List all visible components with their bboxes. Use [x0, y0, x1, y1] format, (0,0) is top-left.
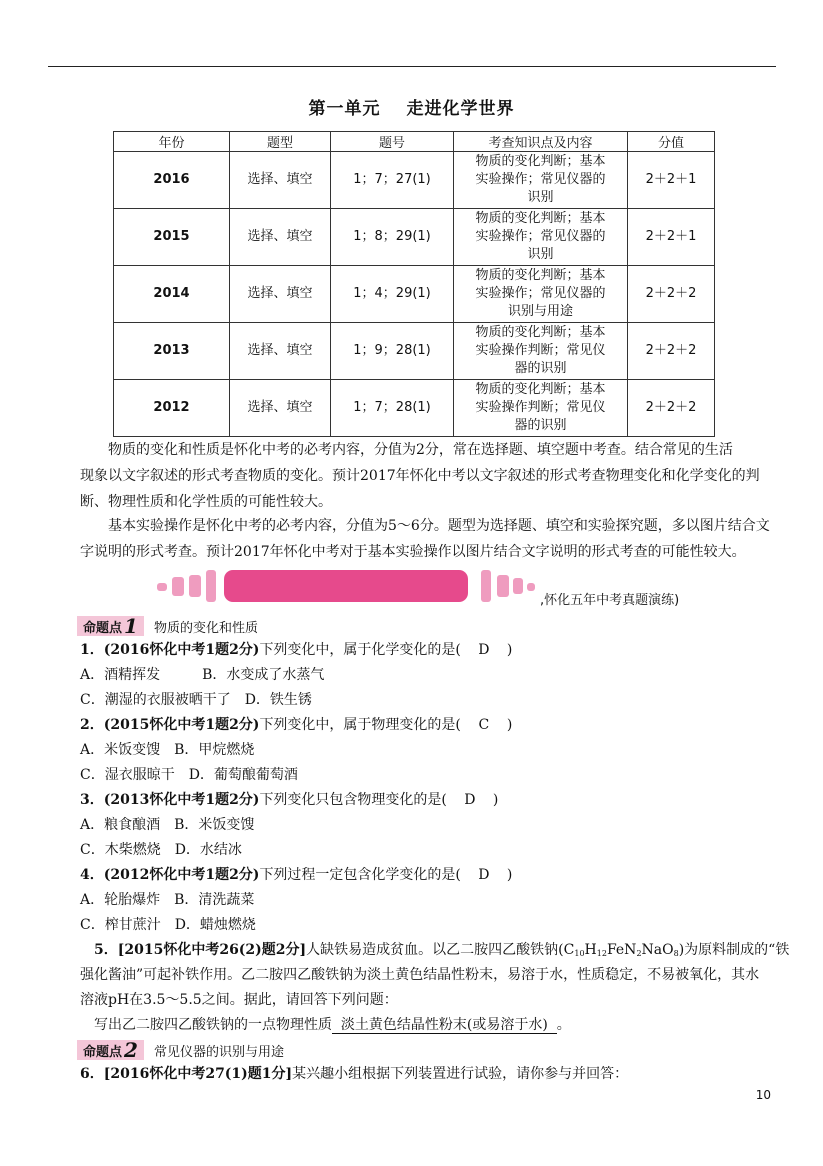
paragraph-line: 物质的变化和性质是怀化中考的必考内容，分值为2分，常在选择题、填空题中考查。结合常见的生活 [108, 442, 733, 458]
answer: D [478, 642, 490, 658]
cell-numbers: 1；7；28(1) [331, 380, 454, 437]
content-line: 器的识别 [514, 361, 567, 376]
cell-content [454, 209, 628, 266]
content-line: 实验操作；常见仪器的 [475, 286, 606, 301]
badge-number: 2 [124, 1038, 138, 1062]
question-stem: 下列变化只包含物理变化的是( [259, 792, 447, 808]
question-text-line: 溶液pH在3.5～5.5之间。据此，请回答下列问题： [80, 992, 398, 1008]
unit-label: 第一单元 [308, 99, 381, 119]
content-line: 实验操作判断；常见仪 [475, 343, 606, 358]
point-topic: 常见仪器的识别与用途 [153, 1044, 284, 1060]
cell-year: 2016 [114, 152, 230, 209]
content-line: 器的识别 [514, 418, 567, 433]
question-stem: 某兴趣小组根据下列装置进行试验，请你参与并回答： [292, 1066, 629, 1082]
cell-type: 选择、填空 [230, 380, 331, 437]
content-line: 物质的变化判断；基本 [475, 154, 606, 169]
point-topic: 物质的变化和性质 [153, 620, 258, 636]
table-row [114, 266, 715, 323]
paragraph-line: 基本实验操作是怀化中考的必考内容，分值为5～6分。题型为选择题、填空和实验探究题，多以图片结合文 [108, 518, 770, 534]
header-score: 分值 [628, 132, 715, 152]
exam-table [113, 131, 715, 437]
content-line: 实验操作；常见仪器的 [475, 172, 606, 187]
cell-content [454, 266, 628, 323]
banner-square [172, 577, 184, 596]
unit-name: 走进化学世界 [406, 99, 515, 119]
question-head: 4．(2012怀化中考1题2分) [80, 867, 260, 883]
cell-type: 选择、填空 [230, 152, 331, 209]
point-badge-1 [77, 616, 258, 636]
banner-square [497, 575, 509, 597]
content-line: 识别 [527, 247, 554, 262]
header-year: 年份 [114, 132, 230, 152]
cell-numbers: 1；7；27(1) [331, 152, 454, 209]
answer-underline [332, 1017, 557, 1034]
header-number: 题号 [331, 132, 454, 152]
table-header-row [114, 132, 715, 152]
header-content: 考查知识点及内容 [454, 132, 628, 152]
paragraph-line: 字说明的形式考查。预计2017年怀化中考对于基本实验操作以图片结合文字说明的形式考查的可能性较大。 [80, 544, 746, 560]
subscript: 10 [574, 949, 585, 958]
cell-year: 2013 [114, 323, 230, 380]
answer: D [464, 792, 476, 808]
cell-content [454, 380, 628, 437]
intro-paragraph-1 [80, 437, 776, 515]
table-row [114, 380, 715, 437]
question-3 [80, 790, 498, 810]
table-row [114, 323, 715, 380]
banner-square [513, 578, 523, 594]
question-4 [80, 865, 512, 885]
badge-number: 1 [124, 614, 138, 638]
option-line: A．轮胎爆炸 B．清洗蔬菜 [80, 892, 255, 908]
content-line: 识别与用途 [507, 304, 573, 319]
question-6 [80, 1064, 628, 1084]
question-stem: 下列变化中，属于化学变化的是( [259, 642, 461, 658]
question-close: ) [506, 642, 513, 658]
header-type: 题型 [230, 132, 331, 152]
question-close: ) [506, 867, 513, 883]
cell-score: 2＋2＋2 [628, 380, 715, 437]
formula-part: H [584, 942, 597, 958]
badge-pill [77, 616, 144, 636]
question-close: ) [492, 792, 499, 808]
answer: C [478, 717, 490, 733]
question-text: 人缺铁易造成贫血。以乙二胺四乙酸铁钠(C [306, 942, 575, 958]
cell-content [454, 323, 628, 380]
banner-square [527, 583, 535, 591]
table-row [114, 209, 715, 266]
section-banner [0, 570, 823, 608]
badge-pill [77, 1040, 144, 1060]
cell-year: 2012 [114, 380, 230, 437]
paragraph-line: 断、物理性质和化学性质的可能性较大。 [80, 494, 332, 510]
answer: 淡土黄色结晶性粉末(或易溶于水) [340, 1017, 548, 1033]
option-line: A．酒精挥发 B．水变成了水蒸气 [80, 667, 325, 683]
cell-year: 2015 [114, 209, 230, 266]
subscript: 8 [673, 949, 679, 958]
cell-score: 2＋2＋1 [628, 209, 715, 266]
question-head: 1．(2016怀化中考1题2分) [80, 642, 260, 658]
banner-square [481, 570, 491, 602]
badge-text: 命题点 [83, 620, 123, 636]
intro-paragraph-2 [80, 513, 776, 565]
content-line: 物质的变化判断；基本 [475, 268, 606, 283]
cell-type: 选择、填空 [230, 323, 331, 380]
cell-content [454, 152, 628, 209]
cell-score: 2＋2＋2 [628, 266, 715, 323]
content-line: 物质的变化判断；基本 [475, 211, 606, 226]
question-text: )为原料制成的“铁 [678, 942, 790, 958]
content-line: 实验操作；常见仪器的 [475, 229, 606, 244]
question-1 [80, 640, 512, 660]
point-badge-2 [77, 1040, 284, 1060]
subscript: 12 [596, 949, 607, 958]
formula-part: NaO [641, 942, 674, 958]
badge-text: 命题点 [83, 1044, 123, 1060]
question-head: 6．[2016怀化中考27(1)题1分] [80, 1066, 293, 1082]
answer: D [478, 867, 490, 883]
cell-score: 2＋2＋2 [628, 323, 715, 380]
option-line: C．木柴燃烧 D．水结冰 [80, 842, 242, 858]
option-line: A．米饭变馊 B．甲烷燃烧 [80, 742, 255, 758]
banner-square [157, 583, 167, 591]
cell-score: 2＋2＋1 [628, 152, 715, 209]
question-text-line: 强化酱油”可起补铁作用。乙二胺四乙酸铁钠为淡土黄色结晶性粉末，易溶于水，性质稳定，不易被氧化，其水 [80, 967, 760, 983]
page-title [0, 94, 823, 119]
cell-type: 选择、填空 [230, 209, 331, 266]
cell-year: 2014 [114, 266, 230, 323]
banner-label: ,怀化五年中考真题演练) [540, 593, 680, 608]
question-stem: 下列变化中，属于物理变化的是( [259, 717, 461, 733]
table-row [114, 152, 715, 209]
content-line: 物质的变化判断；基本 [475, 382, 606, 397]
cell-numbers: 1；8；29(1) [331, 209, 454, 266]
subscript: 2 [636, 949, 642, 958]
cell-numbers: 1；9；28(1) [331, 323, 454, 380]
cell-numbers: 1；4；29(1) [331, 266, 454, 323]
formula-part: FeN [606, 942, 637, 958]
question-5 [80, 940, 789, 964]
question-prompt [94, 1015, 571, 1035]
banner-square [189, 575, 201, 597]
question-stem: 下列过程一定包含化学变化的是( [259, 867, 461, 883]
question-head: 2．(2015怀化中考1题2分) [80, 717, 260, 733]
header-rule [48, 66, 776, 67]
question-close: ) [506, 717, 513, 733]
question-head: 3．(2013怀化中考1题2分) [80, 792, 260, 808]
page-number: 10 [755, 1088, 771, 1102]
question-head: 5．[2015怀化中考26(2)题2分] [94, 942, 307, 958]
paragraph-line: 现象以文字叙述的形式考查物质的变化。预计2017年怀化中考以文字叙述的形式考查物理变化和化学变化的判 [80, 468, 760, 484]
banner-bar [224, 570, 468, 602]
content-line: 物质的变化判断；基本 [475, 325, 606, 340]
option-line: A．粮食酿酒 B．米饭变馊 [80, 817, 255, 833]
banner-square [206, 570, 216, 602]
option-line: C．潮湿的衣服被晒干了 D．铁生锈 [80, 692, 312, 708]
cell-type: 选择、填空 [230, 266, 331, 323]
option-line: C．榨甘蔗汁 D．蜡烛燃烧 [80, 917, 256, 933]
prompt-text: 写出乙二胺四乙酸铁钠的一点物理性质 [94, 1017, 332, 1033]
prompt-end: 。 [556, 1017, 571, 1033]
question-2 [80, 715, 512, 735]
content-line: 实验操作判断；常见仪 [475, 400, 606, 415]
content-line: 识别 [527, 190, 554, 205]
option-line: C．湿衣服晾干 D．葡萄酿葡萄酒 [80, 767, 298, 783]
